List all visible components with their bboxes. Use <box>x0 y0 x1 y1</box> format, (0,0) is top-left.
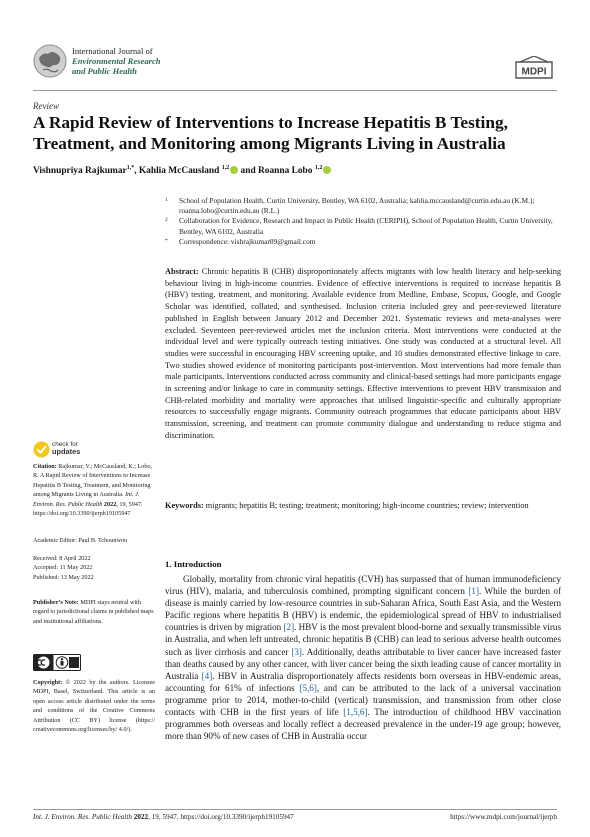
keywords <box>165 500 561 512</box>
body-text-run: . While the burden of disease is mainly carried by low-resource countries in sub-Saharan Africa, South East Asia, and the Western Pacific regions where hepatitis B (HBV) is endemic, the epidemiological spread of HBV to industrialised countries is driven by migration <box>165 586 561 633</box>
orcid-icon[interactable] <box>323 166 331 174</box>
abstract-label: Abstract: <box>165 267 199 276</box>
journal-name-line3: and Public Health <box>72 66 137 76</box>
citation-link[interactable]: [1,5,6] <box>343 707 368 718</box>
published-date: Published: 13 May 2022 <box>33 573 94 581</box>
affiliation-number: 1 <box>165 197 168 203</box>
citation-link[interactable]: [3] <box>291 646 302 657</box>
section-heading: 1. Introduction <box>165 559 222 569</box>
citation-text: Rajkumar, V.; McCausland, K.; Lobo, R. A Rapid Review of Interventions to Increase Hepatitis B Testing, Treatment, and Monitoring among Migrants Living in Australia. <box>33 463 153 499</box>
footer-citation <box>33 813 294 821</box>
header-divider <box>33 90 557 91</box>
keywords-text: migrants; hepatitis B; testing; treatment; monitoring; high-income countries; review; intervention <box>205 501 529 510</box>
check-for-updates-icon <box>33 441 50 458</box>
received-date: Received: 8 April 2022 <box>33 555 91 562</box>
footer-journal: Int. J. Environ. Res. Public Health <box>33 813 132 821</box>
citation-link[interactable]: [5,6] <box>299 682 317 693</box>
affiliation-text: School of Population Health, Curtin University, Bentley, WA 6102, Australia; kahlia.mccausland@curtin.edu.au (K.M.); roanna.lobo@curtin.edu.au (R.L.) <box>179 196 535 216</box>
check-for-updates-badge[interactable] <box>33 441 97 459</box>
article-title: A Rapid Review of Interventions to Increase Hepatitis B Testing, Treatment, and Monitoring among Migrants Living in Australia <box>33 113 508 153</box>
copyright-label: Copyright: <box>33 679 63 686</box>
introduction-paragraph <box>165 573 561 742</box>
abstract-text: Chronic hepatitis B (CHB) disproportionately affects migrants with low health literacy and help-seeking behaviour living in high-income countries. Evidence of effective interventions is required to increase hepatitis B (HBV) testing, treatment, and monitoring. Available evidence from Medline, Embase, Scopus, Google, and Google Scholar was identified, collated, and synthesised. Inclusion criteria included grey and peer-reviewed literature published in English between January 2012 and December 2021. Systematic reviews and meta-analyses were excluded. Seventeen peer-reviewed articles met the inclusion criteria. Most interventions were conducted at the individual level and were typically outreach testing initiatives. One study was conducted at a structural level. All studies were successful in encouraging HBV screening uptake, and 10 studies demonstrated effective linkage to care. Two studies showed evidence of monitoring participants post-intervention. Most interventions had more female than male participants. Interventions conducted across community and clinical-based settings had more participants engage in screening and/or linkage to care in community settings. Effective interventions to prevent HBV transmission and CHB-related morbidity and mortality were approaches that utilised linguistic-specific and culturally appropriate resources to successfully engage migrants. Community outreach programmes that educate participants about HBV transmission, screening, and treatment can promote community dialogue and understanding to reduce stigma and discrimination. <box>165 267 561 440</box>
affiliation-number: * <box>165 237 168 244</box>
citation-link[interactable]: [4] <box>201 670 213 681</box>
check-for-updates-line1: check for <box>52 441 78 448</box>
abstract <box>165 266 561 442</box>
mdpi-logo-icon <box>512 56 556 80</box>
citation-label: Citation: <box>33 463 57 470</box>
citation-link[interactable]: [2] <box>283 622 295 633</box>
publisher-note <box>33 598 155 626</box>
affiliation-item <box>165 216 560 236</box>
affiliation-text: Collaboration for Evidence, Research and Impact in Public Health (CERIPH), School of Population Health, Curtin University, Bentley, WA 6102, Australia <box>179 216 553 236</box>
author-name[interactable]: Kahlia McCausland <box>138 166 220 176</box>
author-affiliation-mark: 1,2 <box>221 165 230 171</box>
footer-year: 2022 <box>131 813 149 821</box>
publisher-note-text: MDPI stays neutral with regard to jurisdictional claims in published maps and institutional affiliations. <box>33 599 154 625</box>
citation-journal: Int. J. Environ. Res. Public Health <box>33 491 140 508</box>
citation-doi[interactable]: , 19, 5947. https://doi.org/10.3390/ijerph19105947 <box>33 500 143 518</box>
publisher-logo-text: MDPI <box>521 66 547 78</box>
body-text-run: . The introduction of childhood HBV vaccination programmes both overseas and locally reflect a decreased prevalence in the under-19 age group; however, more than 90% of new cases of CHB in Australia occur <box>165 707 562 742</box>
publication-dates <box>33 554 155 582</box>
keywords-label: Keywords: <box>165 501 204 510</box>
author-name[interactable]: Roanna Lobo <box>258 166 313 176</box>
body-text-run: , and can be attributed to the lack of a universal vaccination programme prior to 2014, mother-to-child (vertical) transmission, and transmission from other close contacts with CHB in the first years of life <box>165 682 561 718</box>
publisher-note-label: Publisher’s Note: <box>33 599 79 606</box>
affiliation-item <box>165 196 560 216</box>
journal-name <box>72 46 161 76</box>
body-text-run: Globally, mortality from chronic viral hepatitis (CVH) has surpassed that of human immunodeficiency virus (HIV), malaria, and tuberculosis combined, prompting significant concern <box>165 574 561 597</box>
affiliations <box>165 196 560 247</box>
check-for-updates-label <box>52 441 80 457</box>
author-affiliation-mark: 1,* <box>126 165 135 171</box>
copyright-block <box>33 678 155 734</box>
citation-block <box>33 462 155 518</box>
correspondence <box>165 237 560 247</box>
author-separator: and <box>238 166 259 176</box>
body-text-run: . HBV in Australia disproportionately affects residents born overseas in HBV-endemic areas, accounting for 61% of infections <box>165 670 561 693</box>
author-name[interactable]: Vishnupriya Rajkumar <box>33 166 127 176</box>
copyright-text: © 2022 by the authors. Licensee MDPI, Basel, Switzerland. This article is an open access article distributed under the terms and conditions of the Creative Commons Attribution (CC BY) license (https:// creativecommons.org/licenses/by/ 4.0/). <box>33 679 155 734</box>
author-separator: , <box>134 166 139 176</box>
footer-doi[interactable]: , 19, 5947. https://doi.org/10.3390/ijerph19105947 <box>148 813 294 821</box>
footer-journal-url[interactable]: https://www.mdpi.com/journal/ijerph <box>450 813 557 821</box>
journal-name-line1: International Journal of <box>72 46 153 56</box>
journal-name-line2: Environmental Research <box>72 56 161 66</box>
author-affiliation-mark: 1,2 <box>314 165 323 171</box>
journal-logo-icon <box>33 44 67 78</box>
body-text-run: . HBV is the most prevalent blood-borne and sexually transmissible virus in Australia, and when left untreated, chronic hepatitis B (CHB) can lead to serious adverse health outcomes such as liver cirrhosis and cancer <box>165 622 561 657</box>
accepted-date: Accepted: 11 May 2022 <box>33 564 93 572</box>
citation-link[interactable]: [1] <box>468 586 479 597</box>
correspondence-text[interactable]: Correspondence: vishrajkumar89@gmail.com <box>179 236 316 246</box>
check-for-updates-line2: updates <box>52 447 81 457</box>
citation-year: 2022 <box>102 500 117 508</box>
cc-by-license-icon[interactable] <box>33 654 81 671</box>
author-list <box>33 165 331 176</box>
affiliation-number: 2 <box>165 217 168 224</box>
footer-divider <box>33 809 557 810</box>
academic-editor: Academic Editor: Paul B. Tchounwou <box>33 537 128 544</box>
body-text-run: . Additionally, deaths attributable to liver cancer have increased faster than deaths caused by any other cancer, with liver cancer being the sixth leading cause of cancer mortality in Australia <box>165 646 561 681</box>
orcid-icon[interactable] <box>230 166 238 174</box>
article-type: Review <box>33 101 59 111</box>
